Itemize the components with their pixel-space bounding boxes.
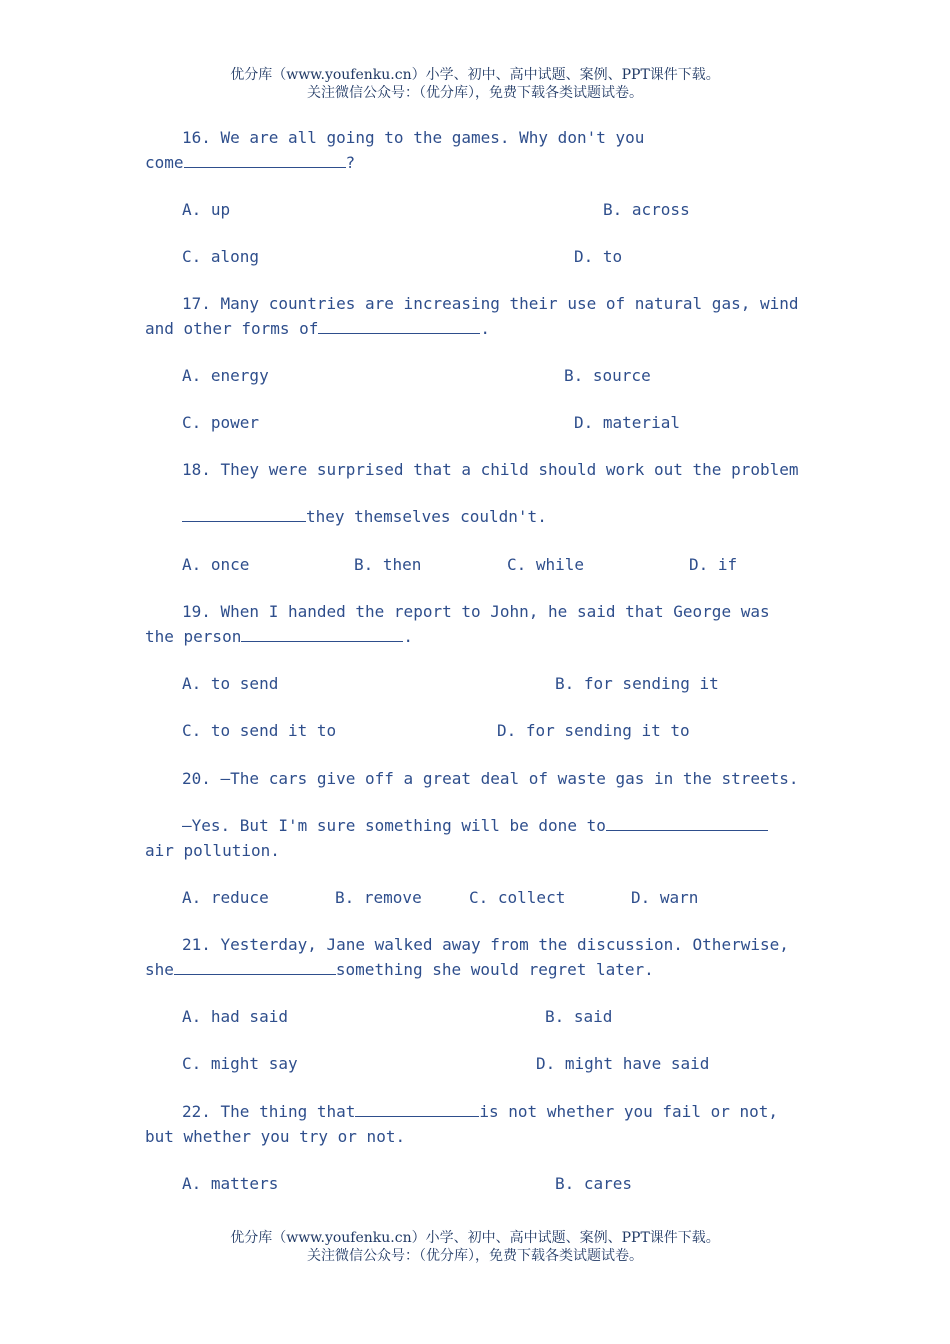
option-a[interactable]: A. energy [182,366,269,385]
question-stem-continued: she something she would regret later. [145,960,654,979]
option-b[interactable]: B. cares [555,1174,633,1193]
option-a[interactable]: A. had said [182,1007,288,1026]
option-a[interactable]: A. up [182,200,231,219]
answer-blank [606,816,768,831]
option-b[interactable]: B. then [354,555,422,574]
option-d[interactable]: D. material [574,413,680,432]
answer-blank [355,1102,479,1117]
option-c[interactable]: C. power [182,413,260,432]
option-b[interactable]: B. said [545,1007,613,1026]
answer-blank [184,153,346,168]
question-stem-continued: but whether you try or not. [145,1127,406,1146]
question-stem: 20. —The cars give off a great deal of waste gas in the streets. [182,769,799,788]
option-c[interactable]: C. collect [469,888,566,907]
option-d[interactable]: D. for sending it to [497,721,690,740]
answer-blank [318,319,480,334]
question-stem-continued: the person . [145,627,413,646]
question-stem: 18. They were surprised that a child should work out the problem [182,460,799,479]
question-stem-continued: —Yes. But I'm sure something will be done to [182,816,768,835]
option-a[interactable]: A. reduce [182,888,269,907]
answer-blank [182,507,306,522]
header-line-1: 优分库（www.youfenku.cn）小学、初中、高中试题、案例、PPT课件下载。 [230,67,720,83]
option-a[interactable]: A. once [182,555,250,574]
question-stem: 16. We are all going to the games. Why don't you [182,128,645,147]
question-stem-continued: and other forms of . [145,319,491,338]
option-b[interactable]: B. for sending it [555,674,719,693]
option-d[interactable]: D. might have said [536,1054,710,1073]
footer-line-2: 关注微信公众号：（优分库），免费下载各类试题试卷。 [307,1248,643,1264]
option-d[interactable]: D. if [689,555,738,574]
option-a[interactable]: A. to send [182,674,279,693]
option-c[interactable]: C. might say [182,1054,298,1073]
option-b[interactable]: B. remove [335,888,422,907]
option-d[interactable]: D. warn [631,888,699,907]
option-b[interactable]: B. source [564,366,651,385]
answer-blank [174,960,336,975]
answer-blank [241,627,403,642]
option-b[interactable]: B. across [603,200,690,219]
question-stem-continued: air pollution. [145,841,280,860]
question-stem: 17. Many countries are increasing their use of natural gas, wind [182,294,799,313]
question-stem: 19. When I handed the report to John, he said that George was [182,602,770,621]
question-stem-continued: come ? [145,153,356,172]
footer-line-1: 优分库（www.youfenku.cn）小学、初中、高中试题、案例、PPT课件下载。 [230,1230,720,1246]
option-c[interactable]: C. while [507,555,585,574]
option-d[interactable]: D. to [574,247,623,266]
option-a[interactable]: A. matters [182,1174,279,1193]
question-stem-continued: they themselves couldn't. [182,507,547,526]
header-line-2: 关注微信公众号：（优分库），免费下载各类试题试卷。 [307,85,643,101]
question-stem: 21. Yesterday, Jane walked away from the discussion. Otherwise, [182,935,789,954]
page-footer [0,1229,950,1265]
question-stem: 22. The thing that is not whether you fail or not, [182,1102,779,1121]
option-c[interactable]: C. to send it to [182,721,337,740]
option-c[interactable]: C. along [182,247,260,266]
page-header [0,66,950,102]
